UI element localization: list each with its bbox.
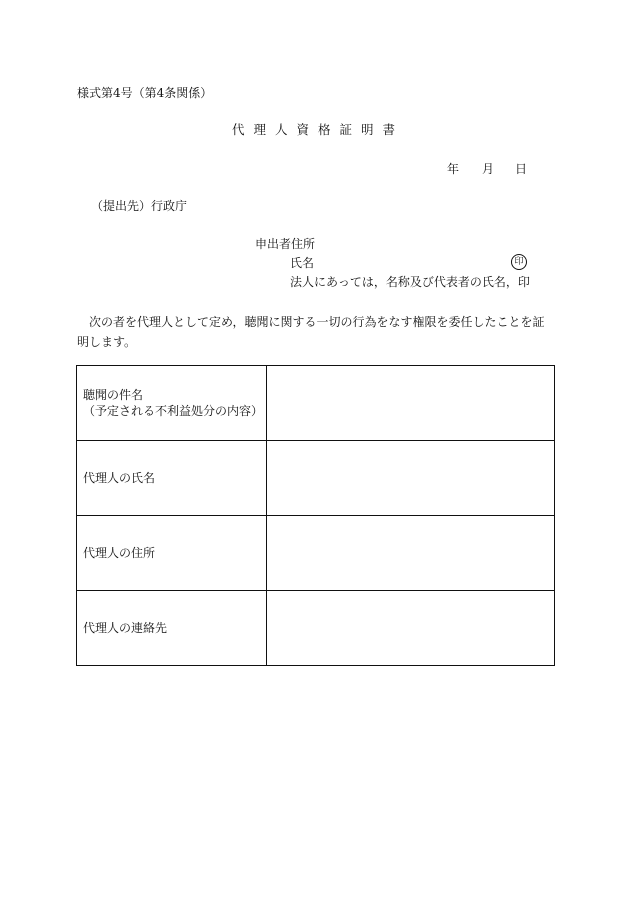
row-label <box>77 441 267 516</box>
row-label-line1: 代理人の連絡先 <box>83 621 168 635</box>
date-year-label: 年 <box>447 162 460 176</box>
table-row <box>77 516 555 591</box>
row-value-field[interactable] <box>267 366 555 441</box>
row-label-line1: 聴聞の件名 <box>83 388 144 402</box>
seal-mark: 印 <box>511 254 527 270</box>
table-row <box>77 591 555 666</box>
row-label <box>77 591 267 666</box>
date-month-label: 月 <box>482 162 495 176</box>
row-value-field[interactable] <box>267 591 555 666</box>
row-label <box>77 366 267 441</box>
row-value-field[interactable] <box>267 516 555 591</box>
date-day-label: 日 <box>515 162 528 176</box>
detail-table <box>76 365 555 666</box>
applicant-name-label: 氏名 <box>290 256 315 270</box>
applicant-address-label: 申出者住所 <box>255 237 316 251</box>
corporate-note: 法人にあっては，名称及び代表者の氏名，印 <box>290 275 530 289</box>
document-title: 代理人資格証明書 <box>231 122 404 137</box>
addressee: （提出先）行政庁 <box>91 199 188 213</box>
row-label-line2: （予定される不利益処分の内容） <box>83 404 264 418</box>
row-label-line1: 代理人の氏名 <box>83 471 156 485</box>
certification-statement: 次の者を代理人として定め，聴聞に関する一切の行為をなす権限を委任したことを証明します。 <box>77 315 545 349</box>
form-number: 様式第4号（第4条関係） <box>77 86 213 100</box>
table-row <box>77 441 555 516</box>
row-value-field[interactable] <box>267 441 555 516</box>
row-label-line1: 代理人の住所 <box>83 546 156 560</box>
row-label <box>77 516 267 591</box>
table-row <box>77 366 555 441</box>
